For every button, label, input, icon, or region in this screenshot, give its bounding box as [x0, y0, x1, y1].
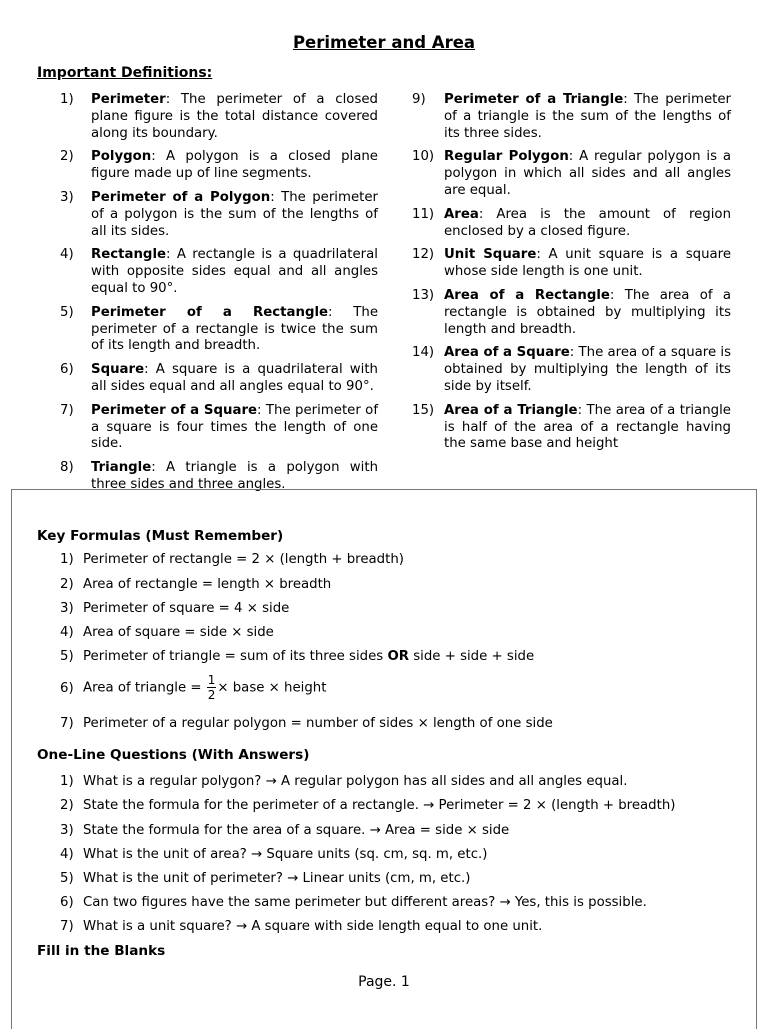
definition-item: 10) Regular Polygon: A regular polygon is a polygon in which all sides and all angles are equal.: [412, 149, 731, 198]
question-item: 1) What is a regular polygon? → A regular polygon has all sides and all angles equal.: [60, 774, 628, 789]
question-item: 5) What is the unit of perimeter? → Linear units (cm, m, etc.): [60, 871, 471, 886]
definition-item: 4) Rectangle: A rectangle is a quadrilateral with opposite sides equal and all angles equal to 90°.: [60, 247, 378, 296]
definition-item: 11) Area: Area is the amount of region enclosed by a closed figure.: [412, 206, 731, 239]
formula-item: 4) Area of square = side × side: [60, 625, 274, 640]
question-item: 6) Can two figures have the same perimeter but different areas? → Yes, this is possible.: [60, 895, 647, 910]
definition-item: 3) Perimeter of a Polygon: The perimeter of a polygon is the sum of the lengths of all its sides.: [60, 189, 378, 239]
definition-item: 7) Perimeter of a Square: The perimeter of a square is four times the length of one side.: [60, 402, 378, 452]
definition-item: 9) Perimeter of a Triangle: The perimeter of a triangle is the sum of the lengths of its three sides.: [412, 92, 731, 141]
fraction-one-half: $\frac{1}{2}$: [207, 673, 216, 702]
question-item: 3) State the formula for the area of a square. → Area = side × side: [60, 823, 510, 838]
question-item: 7) What is a unit square? → A square with side length equal to one unit.: [60, 919, 543, 934]
formula-item: 7) Perimeter of a regular polygon = number of sides × length of one side: [60, 716, 553, 731]
definition-item: 15) Area of a Triangle: The area of a triangle is half of the area of a rectangle having the same base and height: [412, 402, 731, 452]
definition-item: 5) Perimeter of a Rectangle: The perimeter of a rectangle is twice the sum of its length and breadth.: [60, 304, 378, 354]
definition-item: 8) Triangle: A triangle is a polygon with three sides and three angles.: [60, 460, 378, 492]
page-number: Page. 1: [358, 974, 410, 990]
question-item: 2) State the formula for the perimeter of a rectangle. → Perimeter = 2 × (length + breadth): [60, 798, 676, 813]
definition-item: 12) Unit Square: A unit square is a square whose side length is one unit.: [412, 247, 731, 280]
questions-heading: One-Line Questions (With Answers): [37, 747, 310, 763]
formula-item: 2) Area of rectangle = length × breadth: [60, 577, 332, 592]
formula-item: 1) Perimeter of rectangle = 2 × (length + breadth): [60, 552, 404, 567]
definition-item: 14) Area of a Square: The area of a square is obtained by multiplying the length of its side by itself.: [412, 345, 732, 394]
definition-item: 13) Area of a Rectangle: The area of a rectangle is obtained by multiplying its length and breadth.: [412, 287, 732, 337]
definition-item: 2) Polygon: A polygon is a closed plane figure made up of line segments.: [60, 149, 378, 182]
formulas-heading: Key Formulas (Must Remember): [37, 528, 284, 544]
definition-item: 6) Square: A square is a quadrilateral with all sides equal and all angles equal to 90°.: [60, 362, 378, 394]
definitions-right-column: [412, 92, 731, 460]
formula-item: 5) Perimeter of triangle = sum of its three sides OR side + side + side: [60, 649, 535, 664]
formula-item: 3) Perimeter of square = 4 × side: [60, 601, 290, 616]
page-title: Perimeter and Area: [292, 33, 476, 52]
formula-item: 6) Area of triangle = $\frac{1}{2}$ × base × height: [60, 673, 327, 702]
fill-blanks-heading: Fill in the Blanks: [37, 943, 166, 959]
definitions-heading: Important Definitions:: [37, 65, 213, 81]
question-item: 4) What is the unit of area? → Square units (sq. cm, sq. m, etc.): [60, 847, 488, 862]
definition-item: 1) Perimeter: The perimeter of a closed plane figure is the total distance covered along its boundary.: [60, 92, 378, 141]
definitions-left-column: [60, 92, 378, 501]
